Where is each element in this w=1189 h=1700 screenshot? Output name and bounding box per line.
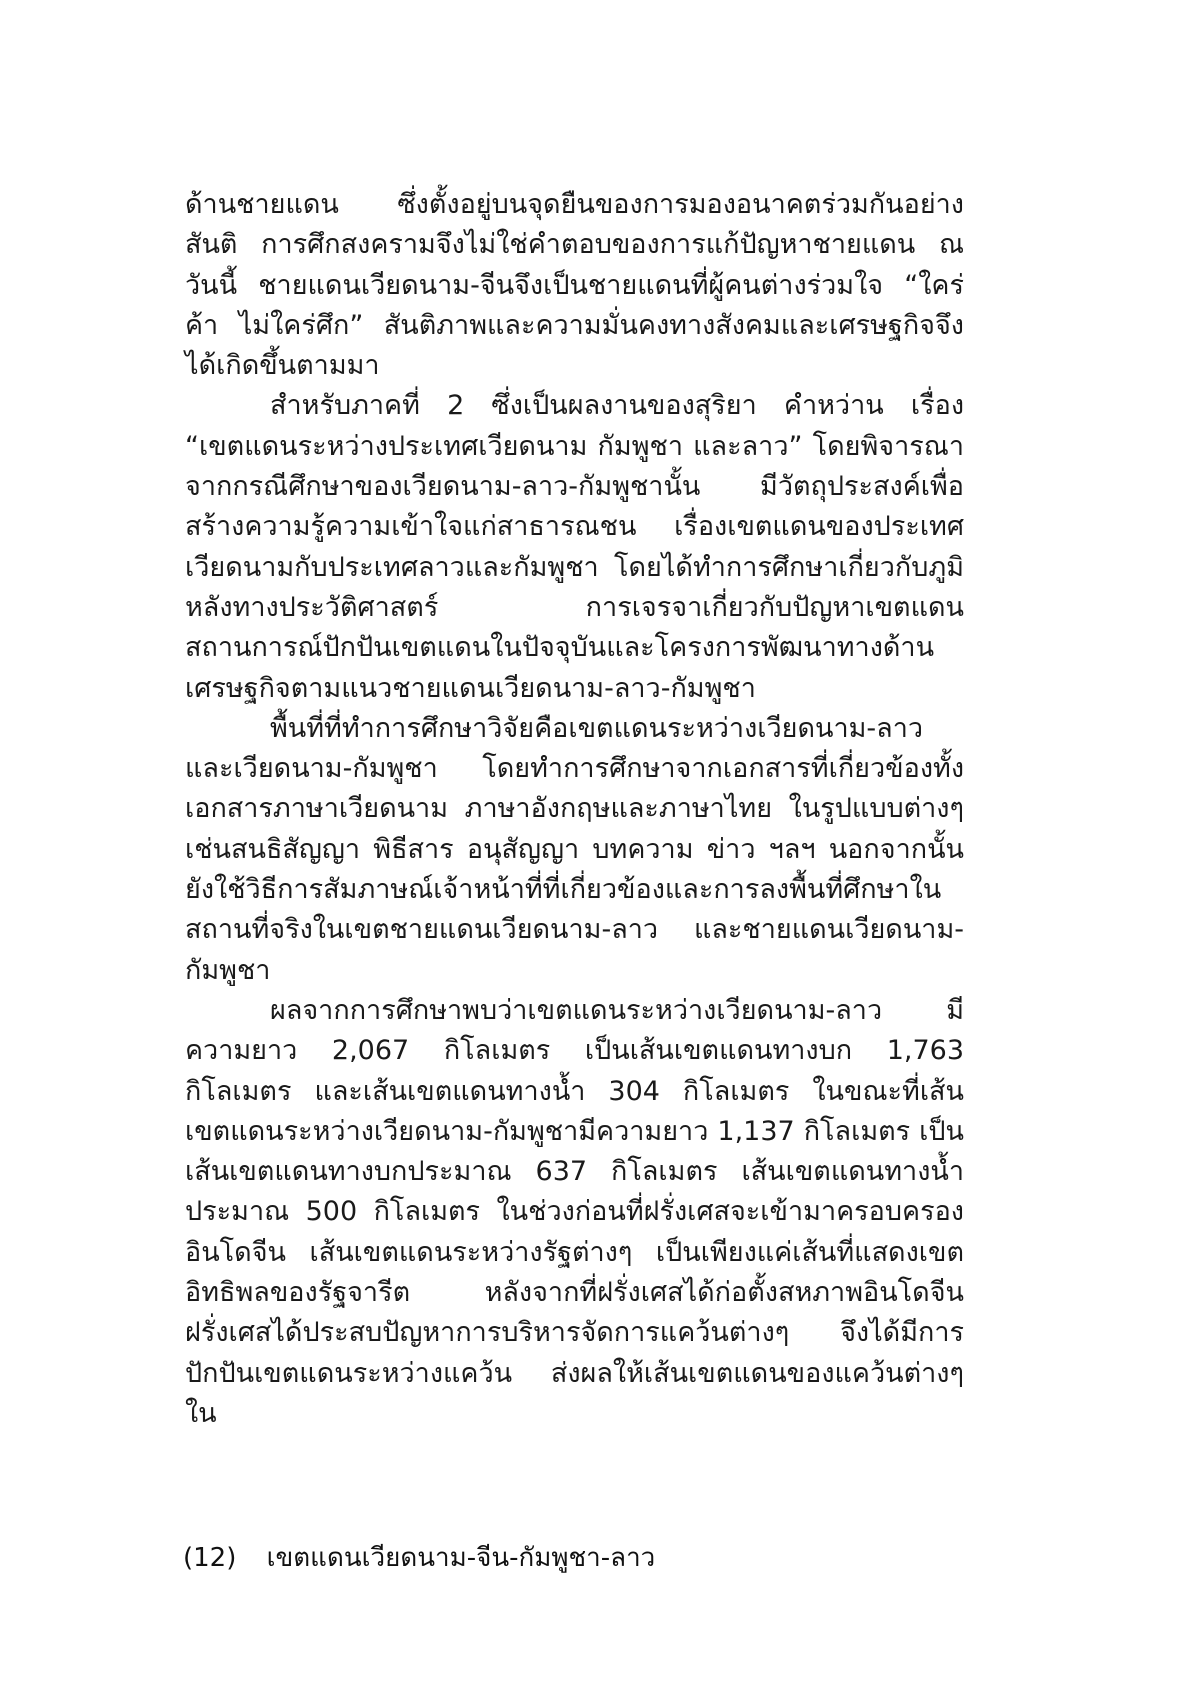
page-number: (12): [183, 1543, 237, 1573]
body-text: [185, 185, 964, 1434]
page-footer: [183, 1541, 655, 1575]
paragraph-study-area: พื้นที่ที่ทำการศึกษาวิจัยคือเขตแดนระหว่างเวียดนาม-ลาว และเวียดนาม-กัมพูชา โดยทำการศึกษาจากเอกสารที่เกี่ยวข้องทั้งเอกสารภาษาเวียดนาม ภาษาอังกฤษและภาษาไทย ในรูปแบบต่างๆ เช่นสนธิสัญญา พิธีสาร อนุสัญญา บทความ ข่าว ฯลฯ นอกจากนั้นยังใช้วิธีการสัมภาษณ์เจ้าหน้าที่ที่เกี่ยวข้องและการลงพื้นที่ศึกษาในสถานที่จริงในเขตชายแดนเวียดนาม-ลาว และชายแดนเวียดนาม-กัมพูชา: [185, 712, 964, 986]
running-title: เขตแดนเวียดนาม-จีน-กัมพูชา-ลาว: [266, 1543, 656, 1573]
paragraph-continuation: ด้านชายแดน ซึ่งตั้งอยู่บนจุดยืนของการมองอนาคตร่วมกันอย่างสันติ การศึกสงครามจึงไม่ใช่คำตอบของการแก้ปัญหาชายแดน ณ วันนี้ ชายแดนเวียดนาม-จีนจึงเป็นชายแดนที่ผู้คนต่างร่วมใจ “ใคร่ค้า ไม่ใคร่ศึก” สันติภาพและความมั่นคงทางสังคมและเศรษฐกิจจึงได้เกิดขึ้นตามมา: [185, 189, 964, 382]
paragraph-part-two-summary: สำหรับภาคที่ 2 ซึ่งเป็นผลงานของสุริยา คำหว่าน เรื่อง “เขตแดนระหว่างประเทศเวียดนาม กัมพูชา และลาว” โดยพิจารณาจากกรณีศึกษาของเวียดนาม-ลาว-กัมพูชานั้น มีวัตถุประสงค์เพื่อสร้างความรู้ความเข้าใจแก่สาธารณชน เรื่องเขตแดนของประเทศเวียดนามกับประเทศลาวและกัมพูชา โดยได้ทำการศึกษาเกี่ยวกับภูมิหลังทางประวัติศาสตร์ การเจรจาเกี่ยวกับปัญหาเขตแดน สถานการณ์ปักปันเขตแดนในปัจจุบันและโครงการพัฒนาทางด้านเศรษฐกิจตามแนวชายแดนเวียดนาม-ลาว-กัมพูชา: [185, 390, 964, 704]
paragraph-findings: ผลจากการศึกษาพบว่าเขตแดนระหว่างเวียดนาม-ลาว มีความยาว 2,067 กิโลเมตร เป็นเส้นเขตแดนทางบก 1,763 กิโลเมตร และเส้นเขตแดนทางน้ำ 304 กิโลเมตร ในขณะที่เส้นเขตแดนระหว่างเวียดนาม-กัมพูชามีความยาว 1,137 กิโลเมตร เป็นเส้นเขตแดนทางบกประมาณ 637 กิโลเมตร เส้นเขตแดนทางน้ำประมาณ 500 กิโลเมตร ในช่วงก่อนที่ฝรั่งเศสจะเข้ามาครอบครองอินโดจีน เส้นเขตแดนระหว่างรัฐต่างๆ เป็นเพียงแค่เส้นที่แสดงเขตอิทธิพลของรัฐจารีต หลังจากที่ฝรั่งเศสได้ก่อตั้งสหภาพอินโดจีน ฝรั่งเศสได้ประสบปัญหาการบริหารจัดการแคว้นต่างๆ จึงได้มีการปักปันเขตแดนระหว่างแคว้น ส่งผลให้เส้นเขตแดนของแคว้นต่างๆ ใน: [185, 994, 964, 1429]
